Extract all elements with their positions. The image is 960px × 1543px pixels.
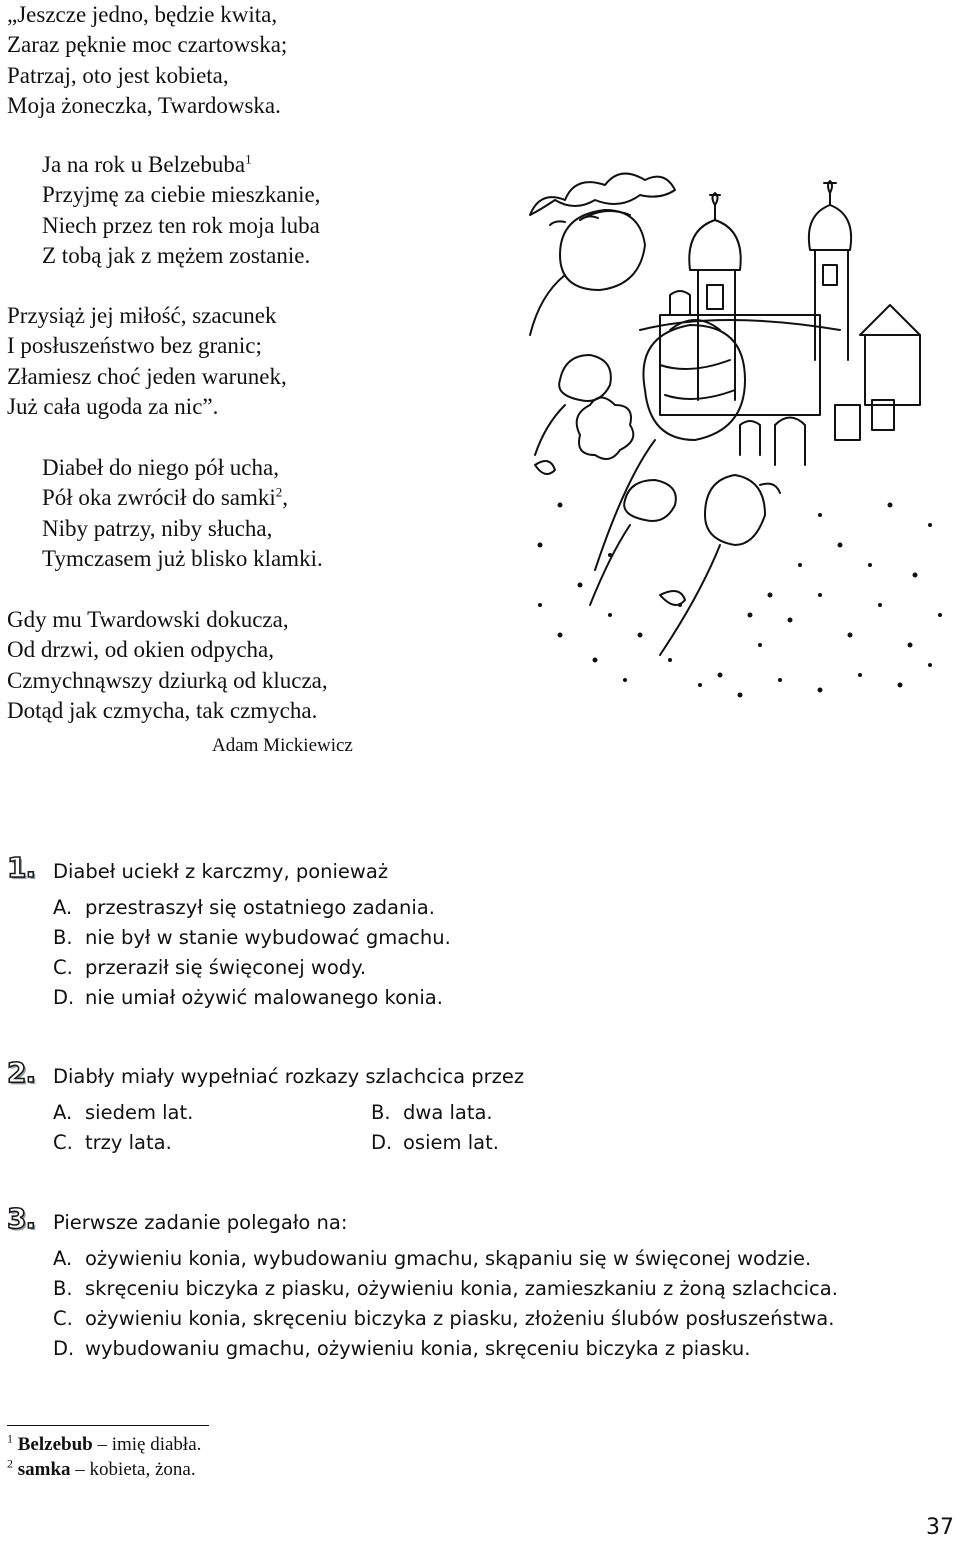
poem-line: Patrzaj, oto jest kobieta,: [7, 62, 229, 88]
answer-option: C. przeraził się święconej wody.: [53, 956, 367, 979]
question-number: 3.: [7, 1202, 36, 1235]
poem-line: Pół oka zwrócił do samki$^2$,: [42, 484, 289, 511]
question-stem: Diabły miały wypełniać rozkazy szlachcica przez: [53, 1065, 525, 1088]
answer-option: C. trzy lata.: [53, 1131, 172, 1154]
answer-option: D. wybudowaniu gmachu, ożywieniu konia, skręceniu biczyka z piasku.: [53, 1337, 751, 1360]
poem-line: Już cała ugoda za nic”.: [7, 394, 219, 420]
poem-line: Zaraz pęknie moc czartowska;: [7, 32, 288, 58]
answer-option: D. osiem lat.: [371, 1131, 499, 1154]
poem-line: Niby patrzy, niby słucha,: [42, 515, 273, 541]
footnote-1: $^1$ Belzebub – imię diabła.: [7, 1431, 202, 1455]
answer-option: A. przestraszył się ostatniego zadania.: [53, 896, 435, 919]
poem-stanza: [7, 605, 328, 727]
poem-line: Z tobą jak z mężem zostanie.: [42, 243, 311, 269]
answer-option: C. ożywieniu konia, skręceniu biczyka z piasku, złożeniu ślubów posłuszeństwa.: [53, 1307, 835, 1330]
poem-line: Złamiesz choć jeden warunek,: [7, 363, 287, 389]
answer-option: B. dwa lata.: [371, 1101, 493, 1124]
poem-line: Niech przez ten rok moja luba: [42, 212, 320, 238]
church-poppies-illustration: [520, 165, 955, 705]
answer-option: D. nie umiał ożywić malowanego konia.: [53, 986, 443, 1009]
poem-line: Moja żoneczka, Twardowska.: [7, 93, 281, 119]
poem-line: Dotąd jak czmycha, tak czmycha.: [7, 698, 318, 724]
poem-author: Adam Mickiewicz: [212, 735, 353, 756]
footnote-2: $^2$ samka – kobieta, żona.: [7, 1456, 196, 1480]
footnote-divider: [7, 1425, 209, 1426]
answer-option: B. skręceniu biczyka z piasku, ożywieniu konia, zamieszkaniu z żoną szlachcica.: [53, 1277, 838, 1300]
answer-option: A. siedem lat.: [53, 1101, 194, 1124]
footnote-ref: 1: [245, 151, 252, 167]
poem-line: I posłuszeństwo bez granic;: [7, 333, 262, 359]
question-stem: Pierwsze zadanie polegało na:: [53, 1211, 348, 1234]
question-number: 1.: [7, 851, 36, 884]
poem-stanza: [7, 0, 287, 122]
question-stem: Diabeł uciekł z karczmy, ponieważ: [53, 860, 389, 883]
answer-option: B. nie był w stanie wybudować gmachu.: [53, 926, 451, 949]
poem-line: Czmychnąwszy dziurką od klucza,: [7, 667, 328, 693]
poem-line: Diabeł do niego pół ucha,: [42, 455, 279, 480]
poem-stanza: [7, 150, 320, 272]
poem-line: „Jeszcze jedno, będzie kwita,: [7, 2, 278, 27]
poem-stanza: [7, 453, 323, 575]
poem-line: Od drzwi, od okien odpycha,: [7, 637, 274, 663]
poem-line: Przysiąż jej miłość, szacunek: [7, 303, 277, 328]
poem-line: Przyjmę za ciebie mieszkanie,: [42, 182, 321, 208]
page-number: 37: [926, 1515, 954, 1540]
poem-stanza: [7, 301, 287, 423]
question-number: 2.: [7, 1056, 36, 1089]
poem-line: Gdy mu Twardowski dokucza,: [7, 607, 289, 632]
footnote-ref: 2: [275, 484, 283, 500]
poem-line: Tymczasem już blisko klamki.: [42, 546, 323, 572]
poem-line: Ja na rok u Belzebuba$^1$: [42, 151, 252, 177]
answer-option: A. ożywieniu konia, wybudowaniu gmachu, skąpaniu się w święconej wodzie.: [53, 1247, 812, 1270]
